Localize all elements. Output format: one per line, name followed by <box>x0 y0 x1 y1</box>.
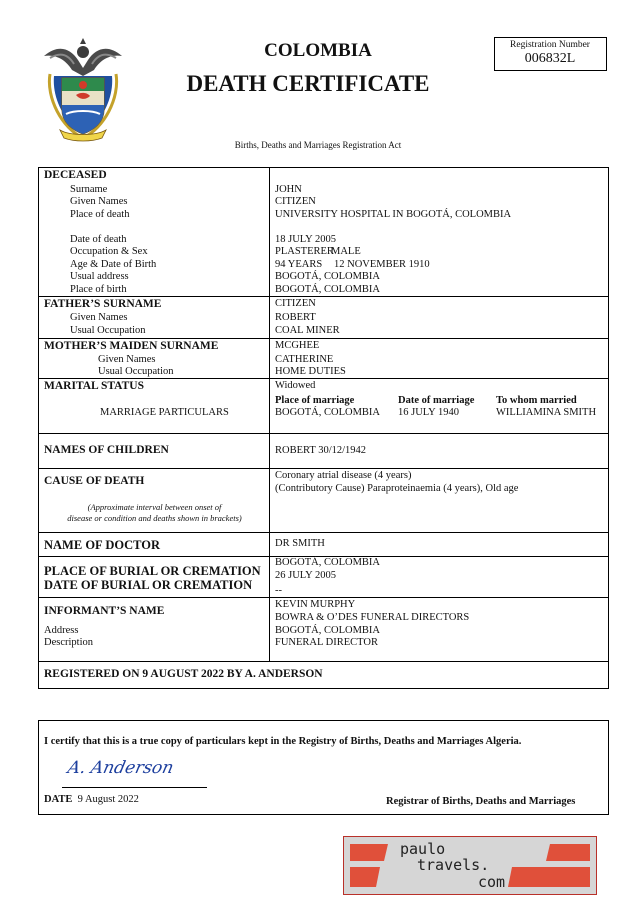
informant-company: BOWRA & O’DES FUNERAL DIRECTORS <box>275 612 470 623</box>
deceased-place-of-birth: BOGOTÁ, COLOMBIA <box>275 284 380 295</box>
informant-name: KEVIN MURPHY <box>275 599 356 610</box>
father-surname: CITIZEN <box>275 298 316 309</box>
registered-line: REGISTERED ON 9 AUGUST 2022 BY A. ANDERSON <box>44 668 323 680</box>
country-title: COLOMBIA <box>264 40 372 61</box>
father-heading: FATHER’S SURNAME <box>44 298 162 310</box>
given-names-label: Given Names <box>70 196 128 207</box>
registration-act: Births, Deaths and Marriages Registration Act <box>234 140 402 150</box>
burial-date-heading: DATE OF BURIAL OR CREMATION <box>44 578 253 592</box>
surname-label: Surname <box>70 184 108 195</box>
place-of-birth-label: Place of birth <box>70 284 127 295</box>
doctor-name: DR SMITH <box>275 538 325 549</box>
cause-heading: CAUSE OF DEATH <box>44 475 145 487</box>
place-of-death-label: Place of death <box>70 209 130 220</box>
logo-line1: paulo <box>400 840 446 858</box>
deceased-heading: DECEASED <box>44 169 107 181</box>
mother-occupation-label: Usual Occupation <box>98 366 174 377</box>
informant-heading: INFORMANT’S NAME <box>44 605 165 617</box>
registration-number-label: Registration Number <box>510 40 590 50</box>
father-given-label: Given Names <box>70 312 128 323</box>
deceased-place-of-death: UNIVERSITY HOSPITAL IN BOGOTÁ, COLOMBIA <box>275 209 512 220</box>
logo-line3: com <box>478 873 506 891</box>
place-of-marriage: BOGOTÁ, COLOMBIA <box>275 407 380 418</box>
column-divider <box>269 167 270 661</box>
row-divider <box>38 433 608 434</box>
registrar-title: Registrar of Births, Deaths and Marriages <box>386 796 576 807</box>
deceased-usual-address: BOGOTÁ, COLOMBIA <box>275 271 380 282</box>
place-of-marriage-header: Place of marriage <box>275 395 355 406</box>
signature-line <box>62 787 207 788</box>
row-divider <box>38 532 608 533</box>
doctor-heading: NAME OF DOCTOR <box>44 538 160 552</box>
certification-date <box>44 794 139 805</box>
date-of-marriage: 16 JULY 1940 <box>398 407 459 418</box>
occupation-sex-label: Occupation & Sex <box>70 246 148 257</box>
father-occupation: COAL MINER <box>275 325 340 336</box>
informant-address: BOGOTÁ, COLOMBIA <box>275 625 380 636</box>
cause-line2: (Contributory Cause) Paraproteinaemia (4 years), Old age <box>275 483 519 494</box>
row-divider <box>38 597 608 598</box>
spouse-header: To whom married <box>496 395 577 406</box>
burial-place-heading: PLACE OF BURIAL OR CREMATION <box>44 564 261 578</box>
children-heading: NAMES OF CHILDREN <box>44 444 169 456</box>
certification-statement: I certify that this is a true copy of particulars kept in the Registry of Births, Deaths and Marriages Algeria. <box>44 736 522 747</box>
deceased-date-of-death: 18 JULY 2005 <box>275 234 336 245</box>
informant-description: FUNERAL DIRECTOR <box>275 637 378 648</box>
deceased-age: 94 YEARS <box>275 259 323 270</box>
father-given-names: ROBERT <box>275 312 316 323</box>
date-label: DATE <box>44 794 73 805</box>
deceased-occupation: PLASTERER <box>275 246 334 257</box>
marriage-particulars-label: MARRIAGE PARTICULARS <box>100 407 229 418</box>
row-divider <box>38 338 608 339</box>
mother-given-names: CATHERINE <box>275 354 334 365</box>
deceased-dob: 12 NOVEMBER 1910 <box>334 259 430 270</box>
marital-heading: MARITAL STATUS <box>44 380 145 392</box>
informant-description-label: Description <box>44 637 93 648</box>
logo-line2: travels. <box>417 856 490 874</box>
children-names: ROBERT 30/12/1942 <box>275 445 367 456</box>
mother-heading: MOTHER’S MAIDEN SURNAME <box>44 340 219 352</box>
mother-given-label: Given Names <box>98 354 156 365</box>
marital-status: Widowed <box>275 380 316 391</box>
burial-place: BOGOTÁ, COLOMBIA <box>275 557 380 568</box>
usual-address-label: Usual address <box>70 271 129 282</box>
deceased-given-names: CITIZEN <box>275 196 316 207</box>
paulotravels-logo <box>343 836 597 895</box>
spouse-name: WILLIAMINA SMITH <box>496 407 597 418</box>
informant-address-label: Address <box>44 625 79 636</box>
registrar-signature: A. Anderson <box>65 758 176 778</box>
mother-surname: MCGHEE <box>275 340 320 351</box>
deceased-surname: JOHN <box>275 184 302 195</box>
coat-of-arms-icon <box>40 38 126 142</box>
date-of-death-label: Date of death <box>70 234 127 245</box>
registration-number: 006832L <box>524 51 576 66</box>
date-value: 9 August 2022 <box>77 794 139 805</box>
row-divider <box>38 661 608 662</box>
document-title: DEATH CERTIFICATE <box>186 71 430 96</box>
burial-date: 26 JULY 2005 <box>275 570 336 581</box>
cause-note-line1: (Approximate interval between onset of <box>87 502 222 512</box>
burial-extra: -- <box>275 585 282 596</box>
deceased-sex: MALE <box>331 246 361 257</box>
mother-occupation: HOME DUTIES <box>275 366 346 377</box>
row-divider <box>38 468 608 469</box>
father-occupation-label: Usual Occupation <box>70 325 146 336</box>
cause-line1: Coronary atrial disease (4 years) <box>275 470 412 481</box>
date-of-marriage-header: Date of marriage <box>398 395 475 406</box>
age-dob-label: Age & Date of Birth <box>70 259 157 270</box>
cause-note-line2: disease or condition and deaths shown in brackets) <box>67 513 242 523</box>
